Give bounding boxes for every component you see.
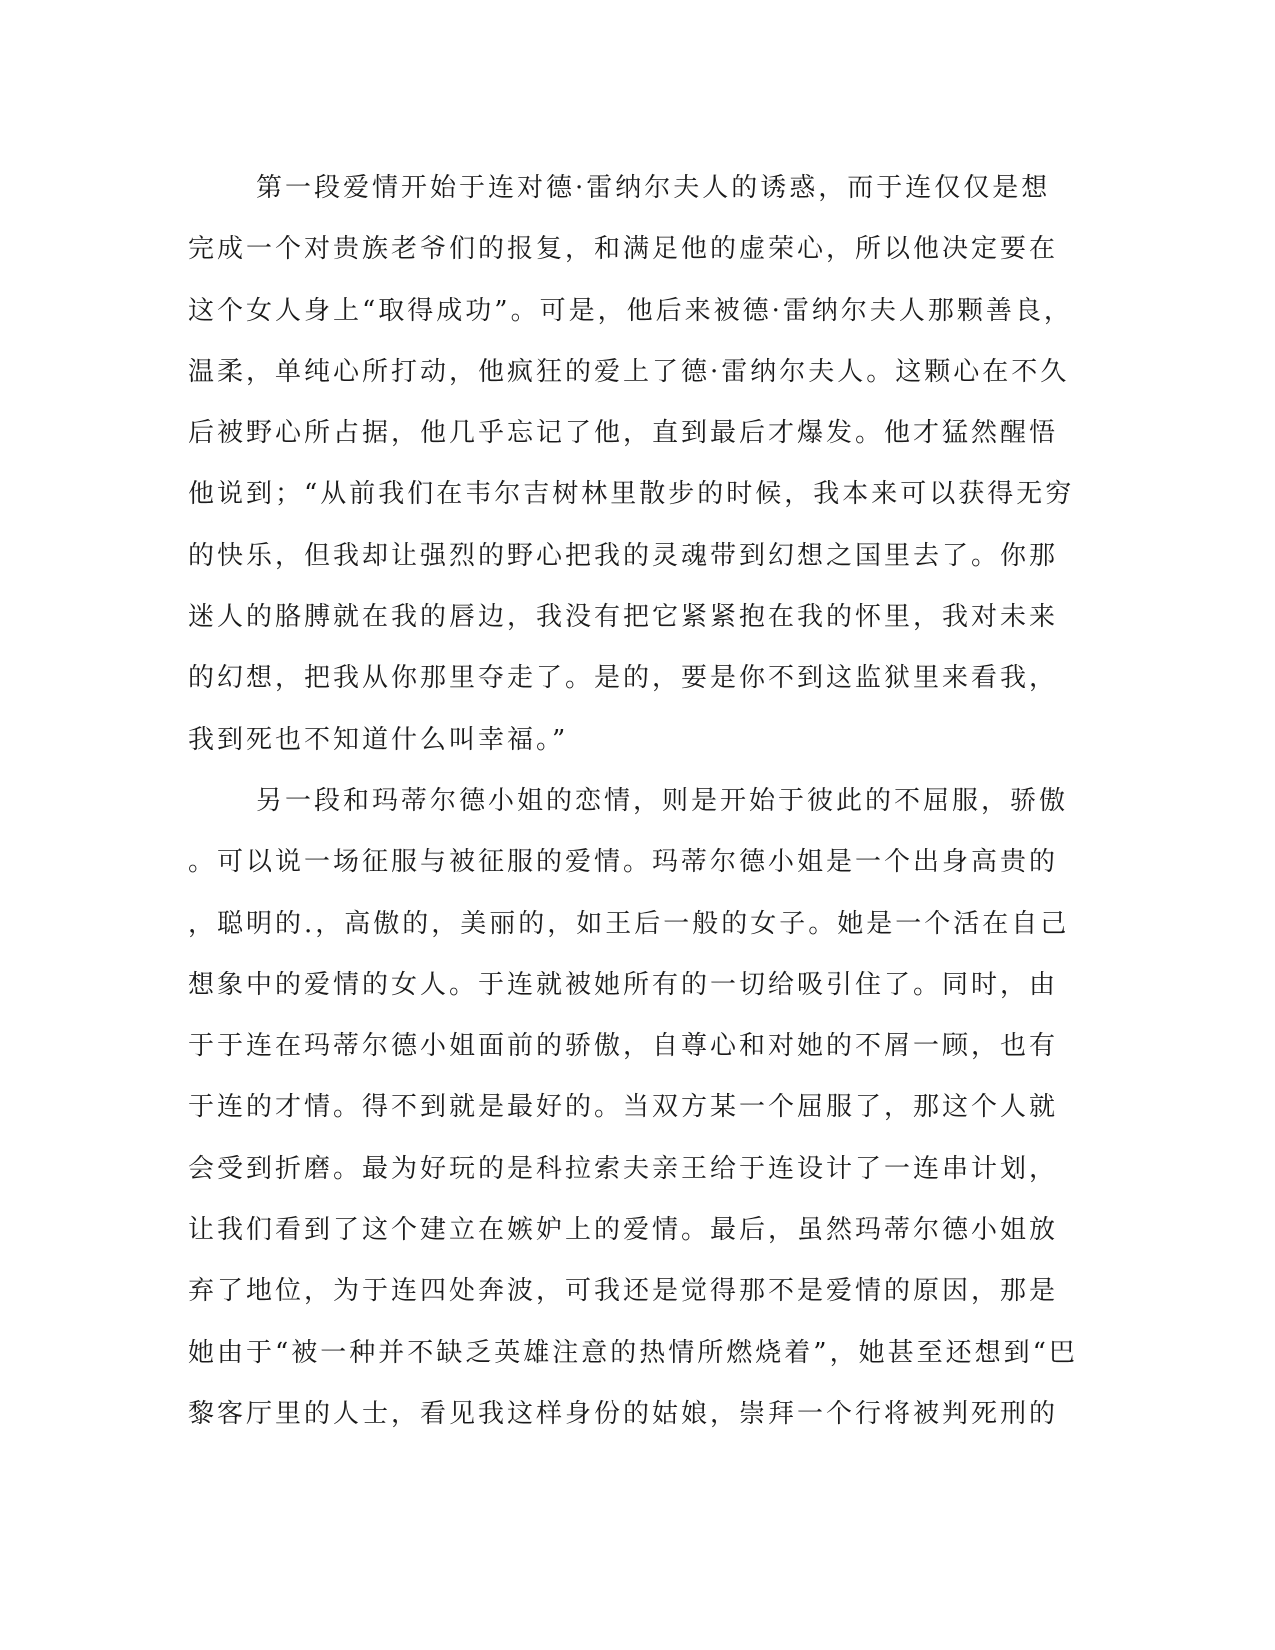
paragraph-1-line: 我到死也不知道什么叫幸福。” xyxy=(188,724,569,755)
paragraph-2-line: 想象中的爱情的女人。于连就被她所有的一切给吸引住了。同时，由 xyxy=(188,969,1059,1000)
paragraph-2-line: 会受到折磨。最为好玩的是科拉索夫亲王给于连设计了一连串计划， xyxy=(188,1153,1059,1184)
paragraph-1-line: 他说到；“从前我们在韦尔吉树林里散步的时候，我本来可以获得无穷 xyxy=(188,479,1075,510)
paragraph-2-line: 黎客厅里的人士，看见我这样身份的姑娘，崇拜一个行将被判死刑的 xyxy=(188,1398,1059,1429)
paragraph-2-line: 于连的才情。得不到就是最好的。当双方某一个屈服了，那这个人就 xyxy=(188,1092,1059,1123)
paragraph-1-line: 迷人的胳膊就在我的唇边，我没有把它紧紧抱在我的怀里，我对未来 xyxy=(188,602,1059,633)
paragraph-2-line: 弃了地位，为于连四处奔波，可我还是觉得那不是爱情的原因，那是 xyxy=(188,1276,1059,1307)
paragraph-1-line: 后被野心所占据，他几乎忘记了他，直到最后才爆发。他才猛然醒悟 xyxy=(188,418,1059,449)
paragraph-2-line: ，聪明的.，高傲的，美丽的，如王后一般的女子。她是一个活在自己 xyxy=(188,908,1070,939)
paragraph-1-line: 的快乐，但我却让强烈的野心把我的灵魂带到幻想之国里去了。你那 xyxy=(188,540,1059,571)
paragraph-1-line: 完成一个对贵族老爷们的报复，和满足他的虚荣心，所以他决定要在 xyxy=(188,234,1059,265)
paragraph-1-line: 温柔，单纯心所打动，他疯狂的爱上了德·雷纳尔夫人。这颗心在不久 xyxy=(188,356,1070,387)
paragraph-1-line: 第一段爱情开始于连对德·雷纳尔夫人的诱惑，而于连仅仅是想 xyxy=(256,173,1051,203)
paragraph-1-line: 的幻想，把我从你那里夺走了。是的，要是你不到这监狱里来看我， xyxy=(188,663,1059,694)
paragraph-2-line: 。可以说一场征服与被征服的爱情。玛蒂尔德小姐是一个出身高贵的 xyxy=(188,847,1059,878)
paragraph-2-line: 她由于“被一种并不缺乏英雄注意的热情所燃烧着”，她甚至还想到“巴 xyxy=(188,1337,1078,1368)
body-text xyxy=(188,158,1088,1445)
paragraph-2-line: 另一段和玛蒂尔德小姐的恋情，则是开始于彼此的不屈服，骄傲 xyxy=(256,785,1069,816)
paragraph-2-line: 于于连在玛蒂尔德小姐面前的骄傲，自尊心和对她的不屑一顾，也有 xyxy=(188,1031,1059,1062)
paragraph-2-line: 让我们看到了这个建立在嫉妒上的爱情。最后，虽然玛蒂尔德小姐放 xyxy=(188,1215,1059,1246)
paragraph-1-line: 这个女人身上“取得成功”。可是，他后来被德·雷纳尔夫人那颗善良， xyxy=(188,295,1073,326)
